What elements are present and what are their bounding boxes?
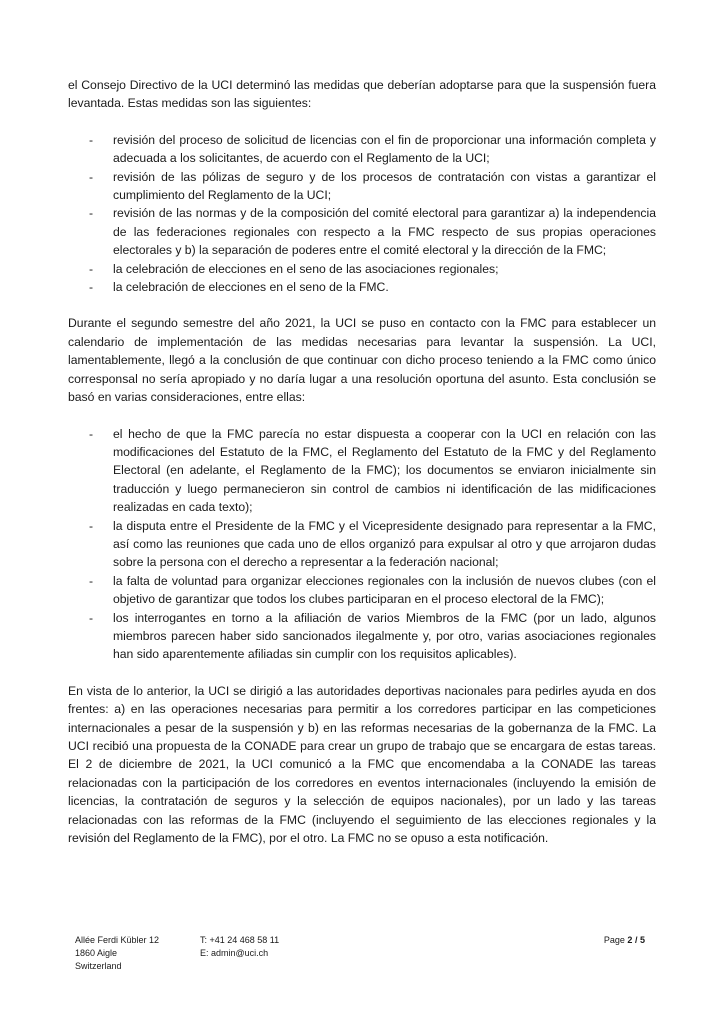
document-body <box>68 76 656 847</box>
list-item-text: revisión del proceso de solicitud de licencias con el fin de proporcionar una información completa y adecuada a los solicitantes, de acuerdo con el Reglamento de la UCI; <box>113 132 656 166</box>
list-item <box>68 204 656 259</box>
page-total: 5 <box>639 935 645 945</box>
list-item-text: la celebración de elecciones en el seno de la FMC. <box>113 280 389 295</box>
intro-paragraph: el Consejo Directivo de la UCI determinó las medidas que deberían adoptarse para que la suspensión fuera levantada. Estas medidas son las siguientes: <box>68 78 656 111</box>
address-street: Allée Ferdi Kübler 12 <box>75 935 160 945</box>
paragraph-conade: En vista de lo anterior, la UCI se dirigió a las autoridades deportivas nacionales para pedirles ayuda en dos frentes: a) en las operaciones necesarias para permitir a los corredores participar en las competiciones internacionales a pesar de la suspensión y b) en las reformas necesarias de la gobernanza de la FMC. La UCI recibió una propuesta de la CONADE para crear un grupo de trabajo que se encargara de estas tareas. El 2 de diciembre de 2021, la UCI comunicó a la FMC que encomendaba a la CONADE las tareas relacionadas con la participación de los corredores en eventos internacionales (incluyendo la emisión de licencias, la contratación de seguros y la selección de equipos nacionales), por un lado y las tareas relacionadas con las reformas de la FMC (incluyendo el seguimiento de las elecciones regionales y la revisión del Reglamento de la FMC), por el otro. La FMC no se opuso a esta notificación. <box>68 683 656 846</box>
list-item-text: los interrogantes en torno a la afiliación de varios Miembros de la FMC (por un lado, algunos miembros parecen haber sido sancionados ilegalmente y, por otro, varias asociaciones regionales han sido aparentemente afiliadas sin cumplir con los requisitos aplicables). <box>113 610 656 662</box>
footer-address <box>75 934 195 974</box>
list-item-text: revisión de las normas y de la composición del comité electoral para garantizar a) la independencia de las federaciones regionales con respecto a la FMC respecto de sus propias operaciones electorales y b) la separación de poderes entre el comité electoral y la dirección de la FMC; <box>113 206 656 258</box>
list-item <box>68 425 656 517</box>
page-separator: / <box>634 935 638 945</box>
paragraph-calendar: Durante el segundo semestre del año 2021, la UCI se puso en contacto con la FMC para establecer un calendario de implementación de las medidas necesarias para levantar la suspensión. La UCI, lamentablemente, llegó a la conclusión de que continuar con dicho proceso teniendo a la FMC como único corresponsal no sería apropiado y no daría lugar a una resolución oportuna del asunto. Esta conclusión se basó en varias consideraciones, entre ellas: <box>68 316 656 405</box>
dash-bullet-icon: - <box>89 573 94 588</box>
address-city: 1860 Aigle <box>75 948 118 959</box>
dash-bullet-icon: - <box>89 610 94 625</box>
list-item <box>68 278 656 296</box>
dash-bullet-icon: - <box>89 518 94 533</box>
list-item <box>68 517 656 572</box>
dash-bullet-icon: - <box>89 261 94 276</box>
list-item-text: revisión de las pólizas de seguro y de los procesos de contratación con vistas a garantizar el cumplimiento del Reglamento de la UCI; <box>113 169 656 203</box>
dash-bullet-icon: - <box>89 132 94 147</box>
address-country: Switzerland <box>75 961 122 972</box>
measures-list <box>68 131 656 297</box>
page-number <box>604 934 645 947</box>
footer-phone: T: +41 24 468 58 11 <box>200 935 280 945</box>
list-item <box>68 609 656 664</box>
dash-bullet-icon: - <box>89 169 94 184</box>
list-item <box>68 168 656 205</box>
footer-contact <box>200 934 400 960</box>
list-item-text: la falta de voluntad para organizar elecciones regionales con la inclusión de nuevos clubes (con el objetivo de garantizar que todos los clubes participaran en el proceso electoral de la FMC); <box>113 573 656 607</box>
footer-email: E: admin@uci.ch <box>200 948 269 959</box>
list-item-text: el hecho de que la FMC parecía no estar dispuesta a cooperar con la UCI en relación con las modificaciones del Estatuto de la FMC, el Reglamento del Estatuto de la FMC y del Reglamento Electoral (en adelante, el Reglamento de la FMC); los documentos se enviaron inicialmente sin traducción y luego permanecieron sin control de cambios ni identificación de las midificaciones realizadas en cada texto); <box>113 426 656 515</box>
list-item-text: la disputa entre el Presidente de la FMC y el Vicepresidente designado para representar a la FMC, así como las reuniones que cada uno de ellos organizó para expulsar al otro y que arrojaron dudas sobre la persona con el derecho a representar a la federación nacional; <box>113 518 656 570</box>
dash-bullet-icon: - <box>89 280 94 295</box>
page-current: 2 <box>627 935 633 945</box>
list-item <box>68 572 656 609</box>
dash-bullet-icon: - <box>89 206 94 221</box>
page-label: Page <box>603 935 625 945</box>
dash-bullet-icon: - <box>89 426 94 441</box>
list-item <box>68 260 656 278</box>
considerations-list <box>68 425 656 664</box>
list-item <box>68 131 656 168</box>
list-item-text: la celebración de elecciones en el seno de las asociaciones regionales; <box>113 261 499 276</box>
